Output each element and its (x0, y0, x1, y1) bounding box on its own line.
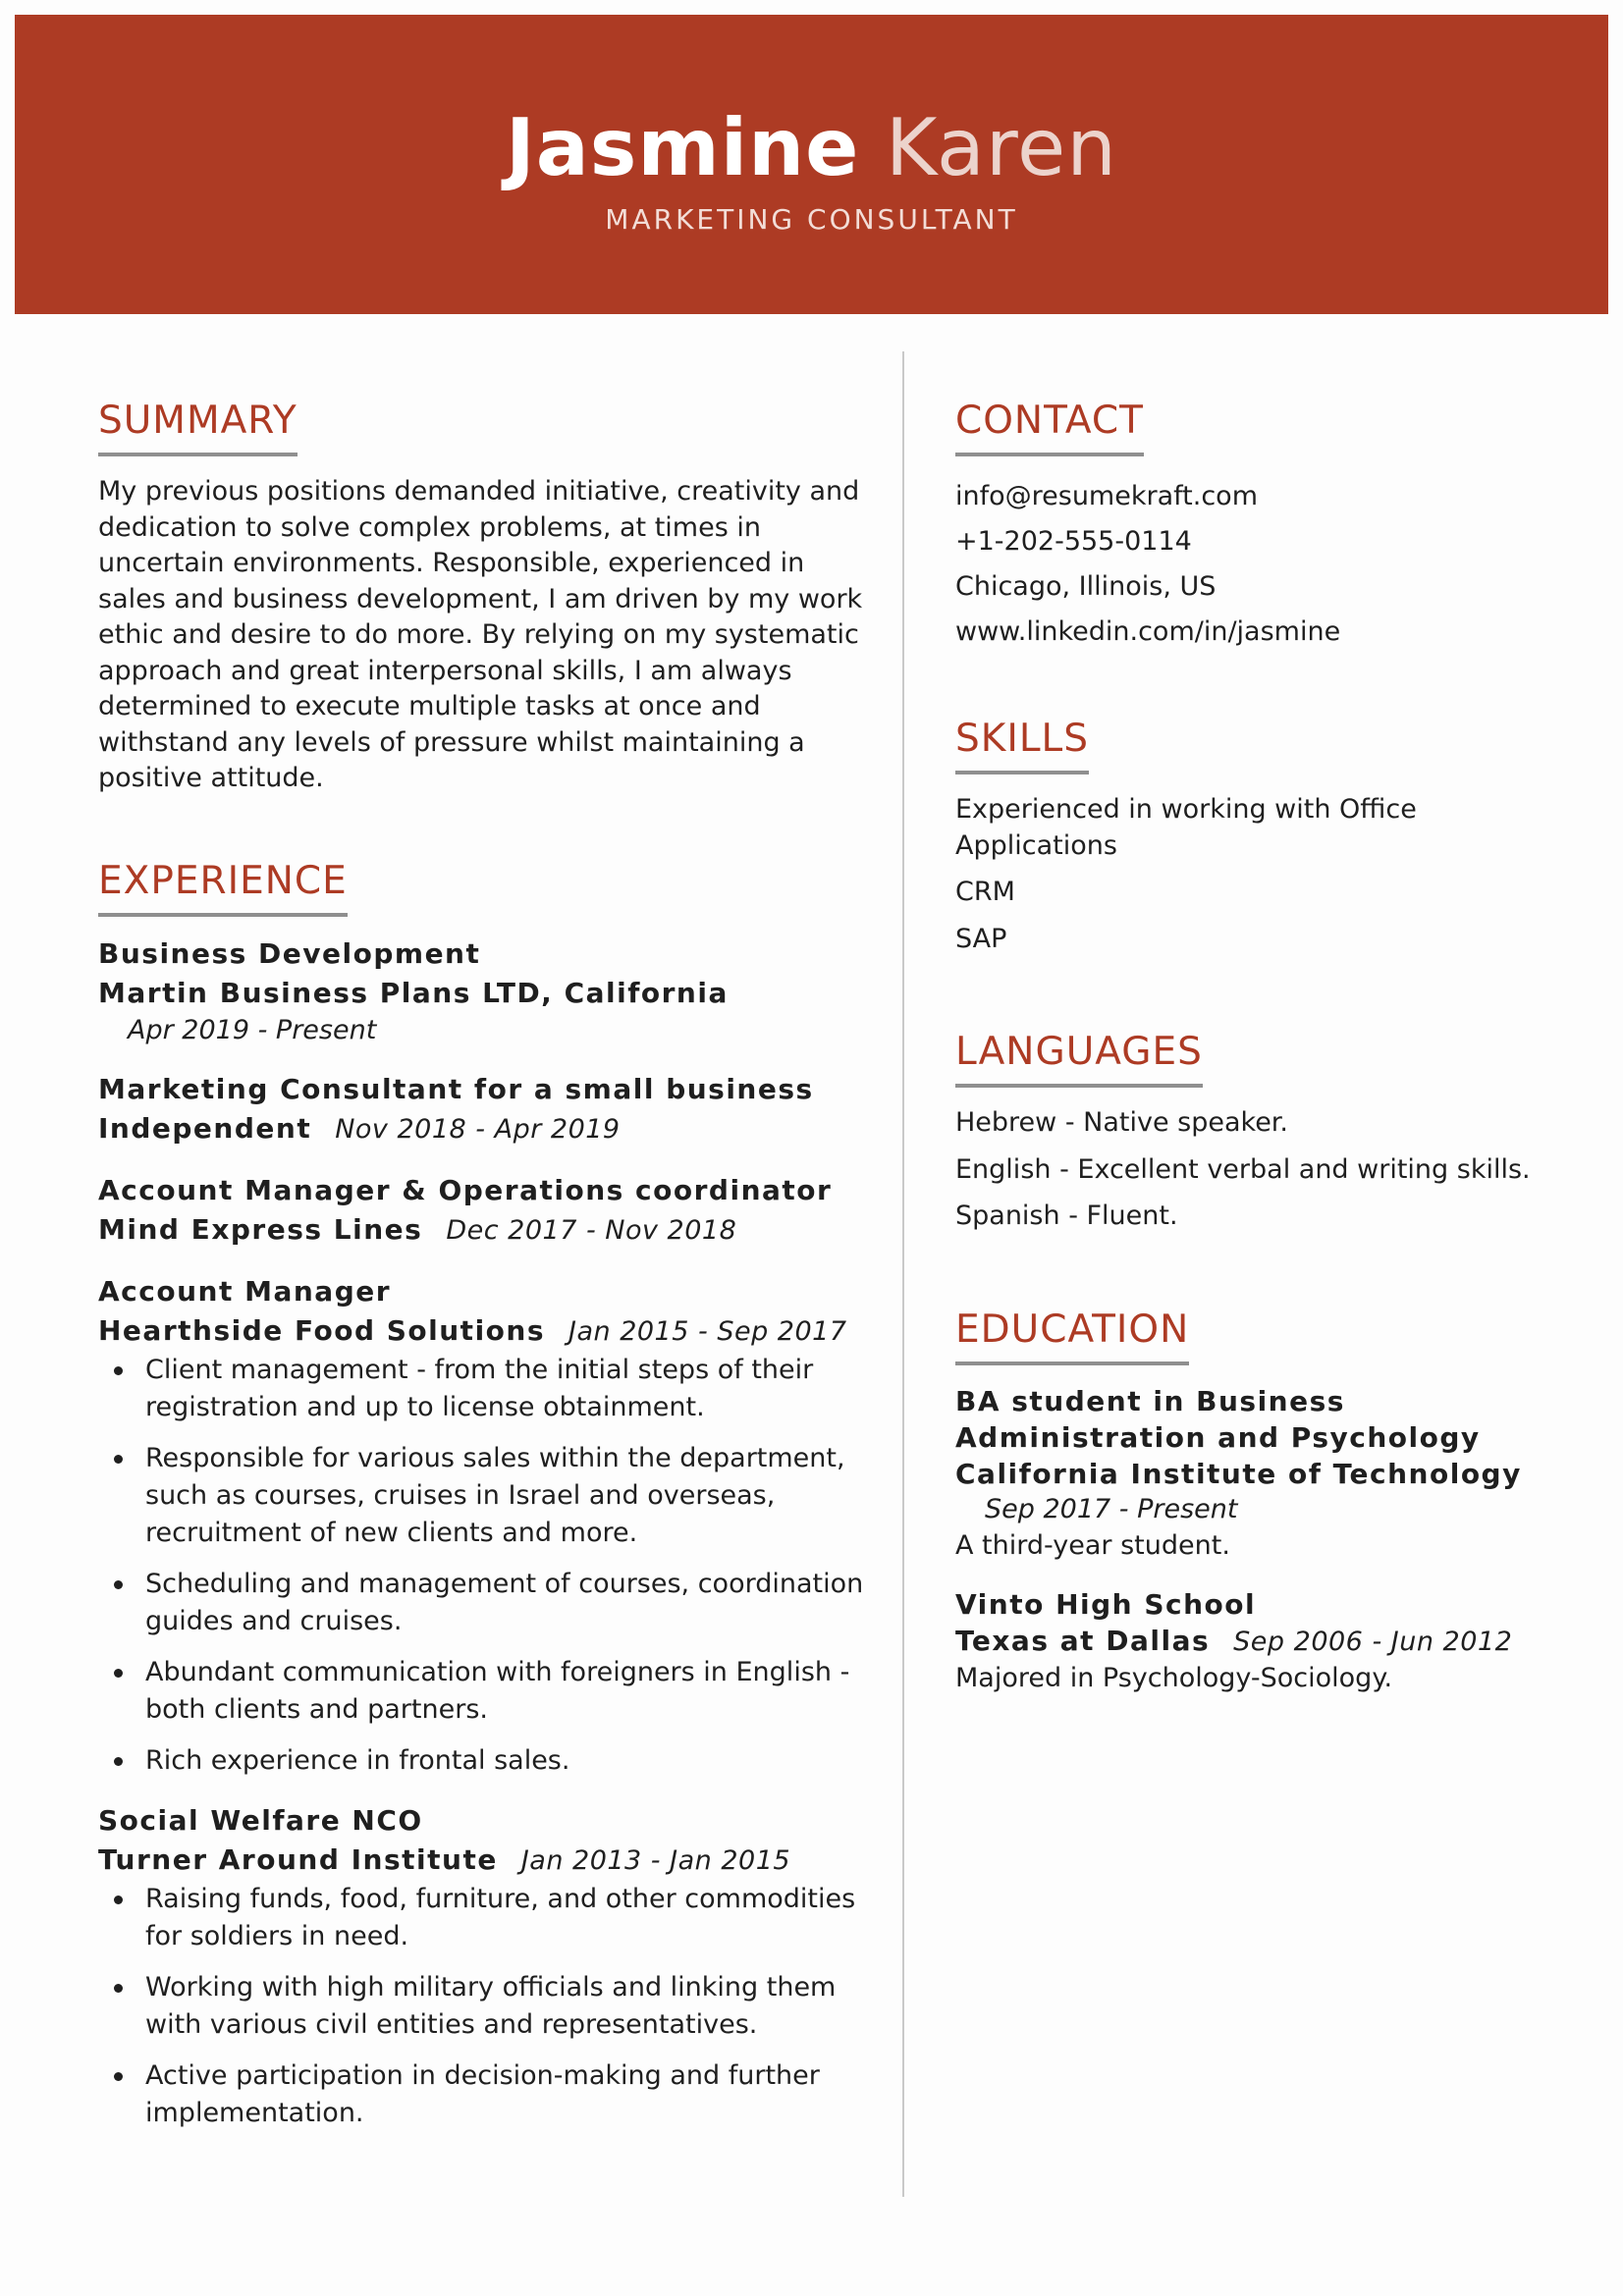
language-item: Spanish - Fluent. (955, 1201, 1178, 1231)
contact-linkedin[interactable]: www.linkedin.com/in/jasmine (955, 616, 1341, 647)
bullet-item: Working with high military officials and linking them with various civil entities and representatives. (98, 1969, 864, 2044)
language-item: Hebrew - Native speaker. (955, 1107, 1289, 1138)
job-entry (98, 1070, 864, 1149)
contact-location: Chicago, Illinois, US (955, 571, 1217, 602)
job-title: Marketing Consultant for a small business (98, 1072, 814, 1105)
candidate-name (15, 101, 1608, 195)
job-date: Apr 2019 - Present (128, 1014, 377, 1045)
degree-title: Vinto High School (955, 1587, 1257, 1621)
summary-text: My previous positions demanded initiative, creativity and dedication to solve complex problems, at times in uncertain environments. Responsible, experienced in sales and business development, I am driven by my work ethic and desire to do more. By relying on my systematic approach and great interpersonal skills, I am always determined to execute multiple tasks at once and withstand any levels of pressure whilst maintaining a positive attitude. (98, 476, 863, 793)
education-note: A third-year student. (955, 1529, 1230, 1561)
job-date: Jan 2015 - Sep 2017 (568, 1315, 847, 1347)
experience-heading: EXPERIENCE (98, 858, 348, 917)
bullet-item: Active participation in decision-making and further implementation. (98, 2057, 864, 2132)
job-date: Dec 2017 - Nov 2018 (446, 1214, 737, 1246)
job-title-header: MARKETING CONSULTANT (605, 203, 1018, 236)
job-entry (98, 1272, 864, 1780)
bullet-item: Responsible for various sales within the department, such as courses, cruises in Israel and overseas, recruitment of new clients and more. (98, 1440, 864, 1552)
job-org-line (98, 1311, 864, 1352)
skills-heading: SKILLS (955, 716, 1089, 774)
job-entry (98, 934, 864, 1048)
job-title: Account Manager & Operations coordinator (98, 1173, 833, 1206)
bullet-item: Abundant communication with foreigners in English - both clients and partners. (98, 1654, 864, 1729)
column-divider (902, 351, 904, 2197)
job-org: Hearthside Food Solutions (98, 1313, 545, 1347)
job-title: Business Development (98, 936, 481, 970)
language-item: English - Excellent verbal and writing skills. (955, 1153, 1531, 1185)
summary-heading: SUMMARY (98, 398, 298, 456)
languages-heading: LANGUAGES (955, 1029, 1203, 1088)
skill-item: SAP (955, 923, 1007, 954)
job-date: Jan 2013 - Jan 2015 (520, 1844, 791, 1876)
school-line (955, 1623, 1554, 1660)
job-org: Mind Express Lines (98, 1212, 423, 1246)
resume-header (15, 15, 1608, 314)
degree-title: BA student in Business Administration and Psychology (955, 1384, 1481, 1454)
education-note: Majored in Psychology-Sociology. (955, 1662, 1393, 1693)
contact-phone[interactable]: +1-202-555-0114 (955, 526, 1192, 557)
education-date: Sep 2017 - Present (985, 1493, 1238, 1524)
job-bullets (98, 1881, 864, 2132)
job-entry (98, 1801, 864, 2132)
job-bullets (98, 1352, 864, 1780)
bullet-item: Rich experience in frontal sales. (98, 1742, 864, 1780)
job-org: Independent (98, 1111, 312, 1145)
job-org-line (98, 1841, 864, 1881)
job-title: Account Manager (98, 1274, 392, 1308)
first-name: Jasmine (506, 102, 860, 193)
contact-heading: CONTACT (955, 398, 1144, 456)
education-entry (955, 1383, 1554, 1565)
job-org: Martin Business Plans LTD, California (98, 976, 729, 1009)
job-title: Social Welfare NCO (98, 1803, 423, 1837)
skill-item: CRM (955, 877, 1015, 907)
right-column (955, 398, 1554, 1719)
bullet-item: Client management - from the initial steps of their registration and up to license obtainment. (98, 1352, 864, 1426)
school-name: California Institute of Technology (955, 1457, 1522, 1490)
last-name: Karen (885, 102, 1117, 193)
job-org: Turner Around Institute (98, 1842, 498, 1876)
school-name: Texas at Dallas (955, 1624, 1211, 1657)
bullet-item: Raising funds, food, furniture, and other commodities for soldiers in need. (98, 1881, 864, 1955)
contact-email[interactable]: info@resumekraft.com (955, 481, 1258, 511)
education-date: Sep 2006 - Jun 2012 (1233, 1626, 1513, 1657)
education-entry (955, 1586, 1554, 1697)
left-column (98, 398, 864, 2154)
job-entry (98, 1171, 864, 1251)
education-heading: EDUCATION (955, 1307, 1189, 1365)
job-org-line (98, 1109, 864, 1149)
bullet-item: Scheduling and management of courses, coordination guides and cruises. (98, 1566, 864, 1640)
skill-item: Experienced in working with Office Applications (955, 794, 1417, 861)
job-org-line (98, 1210, 864, 1251)
job-date: Nov 2018 - Apr 2019 (335, 1113, 621, 1145)
